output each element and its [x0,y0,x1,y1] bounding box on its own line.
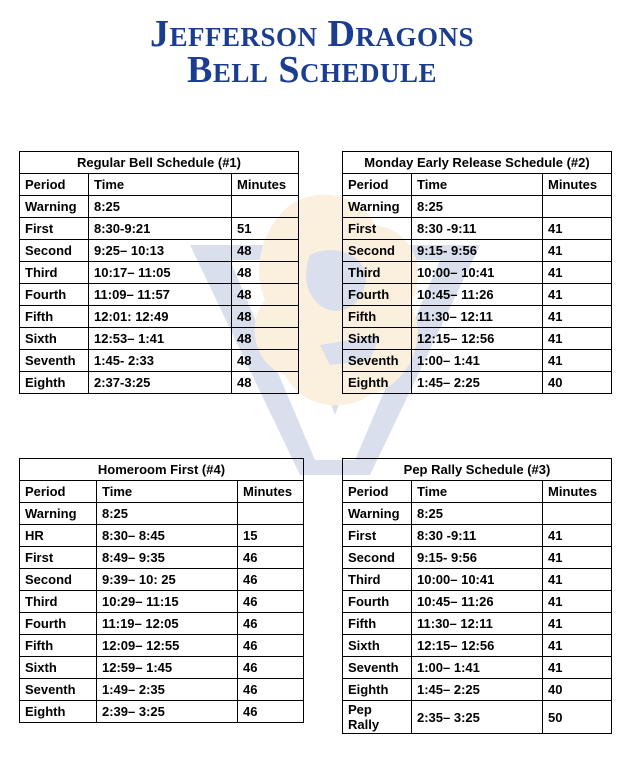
table-row [20,547,304,569]
minutes-cell: 41 [543,328,612,350]
table-row [343,569,612,591]
minutes-cell: 48 [232,350,299,372]
minutes-cell: 41 [543,218,612,240]
time-cell: 12:15– 12:56 [412,635,543,657]
period-cell: Second [343,240,412,262]
time-cell: 1:49– 2:35 [97,679,238,701]
period-cell: Fourth [343,591,412,613]
title-line-1: Jefferson Dragons [150,13,474,55]
table-row [20,262,299,284]
minutes-cell: 46 [238,679,304,701]
period-cell: First [343,525,412,547]
period-cell: Eighth [343,372,412,394]
time-cell: 12:15– 12:56 [412,328,543,350]
period-cell: Sixth [343,635,412,657]
table-row [20,503,304,525]
title-line-2: Bell Schedule [186,49,438,91]
column-header: Time [412,174,543,196]
time-cell: 1:00– 1:41 [412,657,543,679]
minutes-cell: 46 [238,635,304,657]
table-row [20,240,299,262]
minutes-cell: 41 [543,547,612,569]
time-cell: 12:59– 1:45 [97,657,238,679]
column-header: Time [97,481,238,503]
minutes-cell: 48 [232,328,299,350]
table-row [343,328,612,350]
period-cell: Seventh [20,679,97,701]
table-row [20,657,304,679]
table-row [343,372,612,394]
table-row [343,503,612,525]
column-header: Period [20,481,97,503]
period-cell: Seventh [20,350,89,372]
period-cell: Fourth [20,613,97,635]
period-cell: Sixth [343,328,412,350]
table-row [20,328,299,350]
time-cell: 8:30 -9:11 [412,525,543,547]
table-row [20,196,299,218]
period-cell: Fifth [20,306,89,328]
minutes-cell: 46 [238,701,304,723]
table-row [343,196,612,218]
time-cell: 10:29– 11:15 [97,591,238,613]
period-cell: Sixth [20,657,97,679]
time-cell: 1:45– 2:25 [412,679,543,701]
time-cell: 9:25– 10:13 [89,240,232,262]
time-cell: 11:09– 11:57 [89,284,232,306]
table-row [343,679,612,701]
period-cell: Fifth [343,306,412,328]
minutes-cell: 41 [543,635,612,657]
table-row [343,262,612,284]
period-cell: Third [343,569,412,591]
table-row [20,591,304,613]
minutes-cell: 41 [543,525,612,547]
minutes-cell: 15 [238,525,304,547]
table-row [20,306,299,328]
table-caption: Regular Bell Schedule (#1) [20,152,299,174]
time-cell: 1:45- 2:33 [89,350,232,372]
period-cell: Second [20,569,97,591]
period-cell: Eighth [20,372,89,394]
minutes-cell [543,503,612,525]
period-cell: Fifth [20,635,97,657]
time-cell: 8:25 [412,503,543,525]
period-cell: Third [343,262,412,284]
minutes-cell: 40 [543,679,612,701]
minutes-cell [238,503,304,525]
minutes-cell: 48 [232,306,299,328]
time-cell: 10:45– 11:26 [412,284,543,306]
time-cell: 10:00– 10:41 [412,569,543,591]
table-row [343,284,612,306]
table-row [20,613,304,635]
time-cell: 1:00– 1:41 [412,350,543,372]
table-row [343,657,612,679]
time-cell: 9:15- 9:56 [412,547,543,569]
period-cell: Eighth [343,679,412,701]
period-cell: Seventh [343,350,412,372]
period-cell: Fourth [20,284,89,306]
time-cell: 9:39– 10: 25 [97,569,238,591]
table-row [20,569,304,591]
regular-bell-schedule-table [19,151,299,394]
time-cell: 12:53– 1:41 [89,328,232,350]
period-cell: First [20,547,97,569]
table-caption: Monday Early Release Schedule (#2) [343,152,612,174]
table-row [20,350,299,372]
period-cell: Fourth [343,284,412,306]
period-cell: HR [20,525,97,547]
period-cell: Eighth [20,701,97,723]
table-row [20,679,304,701]
column-header: Period [343,174,412,196]
minutes-cell: 41 [543,569,612,591]
minutes-cell: 41 [543,306,612,328]
minutes-cell: 48 [232,240,299,262]
time-cell: 11:30– 12:11 [412,613,543,635]
period-cell: Warning [20,503,97,525]
time-cell: 8:30 -9:11 [412,218,543,240]
minutes-cell: 40 [543,372,612,394]
time-cell: 1:45– 2:25 [412,372,543,394]
time-cell: 10:45– 11:26 [412,591,543,613]
time-cell: 11:30– 12:11 [412,306,543,328]
minutes-cell: 41 [543,591,612,613]
time-cell: 9:15- 9:56 [412,240,543,262]
period-cell: First [343,218,412,240]
table-row [343,525,612,547]
minutes-cell: 41 [543,350,612,372]
minutes-cell: 41 [543,262,612,284]
table-caption: Homeroom First (#4) [20,459,304,481]
table-row [343,218,612,240]
minutes-cell: 48 [232,284,299,306]
table-row [20,284,299,306]
column-header: Minutes [543,174,612,196]
column-header: Period [343,481,412,503]
period-cell: Warning [20,196,89,218]
period-cell: Pep Rally [343,701,412,734]
table-row [343,547,612,569]
time-cell: 2:37-3:25 [89,372,232,394]
period-cell: Third [20,591,97,613]
time-cell: 8:25 [412,196,543,218]
time-cell: 10:17– 11:05 [89,262,232,284]
minutes-cell: 46 [238,657,304,679]
time-cell: 11:19– 12:05 [97,613,238,635]
time-cell: 8:30– 8:45 [97,525,238,547]
table-row [343,350,612,372]
minutes-cell [543,196,612,218]
column-header: Time [89,174,232,196]
column-header: Minutes [238,481,304,503]
table-row [343,591,612,613]
time-cell: 8:25 [89,196,232,218]
time-cell: 2:35– 3:25 [412,701,543,734]
table-row [20,635,304,657]
table-row [20,218,299,240]
period-cell: Sixth [20,328,89,350]
period-cell: Fifth [343,613,412,635]
table-caption: Pep Rally Schedule (#3) [343,459,612,481]
table-row [20,525,304,547]
table-row [343,240,612,262]
pep-rally-schedule-table [342,458,612,734]
homeroom-first-table [19,458,304,723]
time-cell: 10:00– 10:41 [412,262,543,284]
period-cell: Second [343,547,412,569]
column-header: Period [20,174,89,196]
time-cell: 8:25 [97,503,238,525]
table-row [343,613,612,635]
time-cell: 12:09– 12:55 [97,635,238,657]
period-cell: Warning [343,503,412,525]
time-cell: 8:30-9:21 [89,218,232,240]
time-cell: 12:01: 12:49 [89,306,232,328]
minutes-cell: 46 [238,613,304,635]
column-header: Minutes [543,481,612,503]
monday-early-release-table [342,151,612,394]
minutes-cell: 46 [238,547,304,569]
minutes-cell [232,196,299,218]
table-row [343,306,612,328]
minutes-cell: 41 [543,284,612,306]
period-cell: Second [20,240,89,262]
table-row [20,372,299,394]
column-header: Minutes [232,174,299,196]
period-cell: Third [20,262,89,284]
table-row [20,701,304,723]
time-cell: 8:49– 9:35 [97,547,238,569]
minutes-cell: 48 [232,372,299,394]
table-row [343,701,612,734]
minutes-cell: 46 [238,591,304,613]
time-cell: 2:39– 3:25 [97,701,238,723]
minutes-cell: 51 [232,218,299,240]
minutes-cell: 46 [238,569,304,591]
period-cell: Seventh [343,657,412,679]
column-header: Time [412,481,543,503]
minutes-cell: 41 [543,657,612,679]
period-cell: First [20,218,89,240]
minutes-cell: 50 [543,701,612,734]
minutes-cell: 41 [543,613,612,635]
minutes-cell: 48 [232,262,299,284]
minutes-cell: 41 [543,240,612,262]
period-cell: Warning [343,196,412,218]
table-row [343,635,612,657]
